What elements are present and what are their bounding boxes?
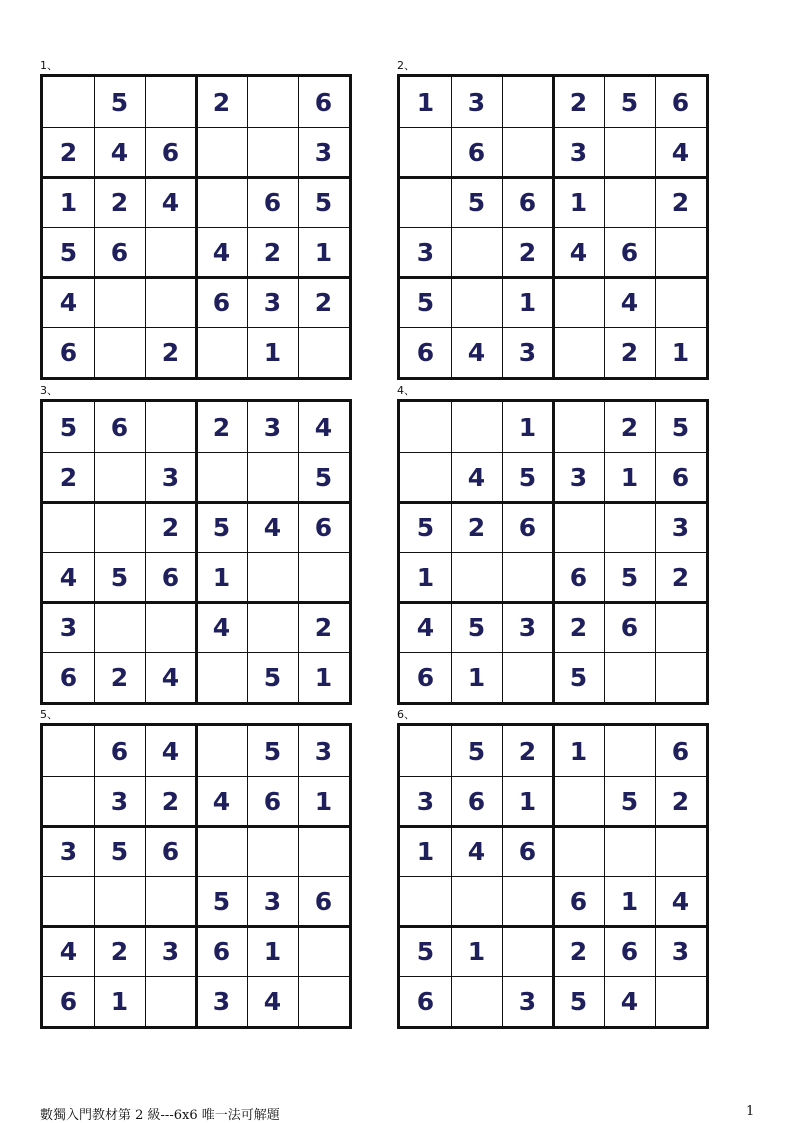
sudoku-cell[interactable]: 6 [110, 237, 129, 267]
sudoku-cell[interactable]: 3 [518, 337, 537, 367]
sudoku-cell[interactable]: 5 [314, 187, 333, 217]
sudoku-cell[interactable]: 6 [416, 337, 435, 367]
sudoku-cell[interactable]: 6 [518, 512, 537, 542]
sudoku-cell[interactable]: 1 [416, 562, 435, 592]
sudoku-cell[interactable] [145, 402, 196, 452]
sudoku-cell[interactable] [655, 227, 706, 277]
puzzle-number-label: 5、 [40, 708, 58, 721]
sudoku-cell[interactable]: 6 [314, 512, 333, 542]
sudoku-cell[interactable]: 5 [569, 662, 588, 692]
sudoku-cell[interactable]: 3 [569, 137, 588, 167]
sudoku-cell[interactable] [502, 77, 553, 127]
sudoku-cell[interactable]: 5 [314, 462, 333, 492]
sudoku-cell[interactable]: 3 [518, 986, 537, 1016]
sudoku-cell[interactable]: 5 [467, 612, 486, 642]
sudoku-cell[interactable]: 2 [110, 187, 129, 217]
sudoku-cell[interactable] [247, 127, 298, 177]
sudoku-cell[interactable]: 4 [263, 986, 282, 1016]
sudoku-cell[interactable] [145, 876, 196, 926]
sudoku-cell[interactable]: 5 [620, 786, 639, 816]
sudoku-cell[interactable]: 6 [416, 662, 435, 692]
sudoku-cell[interactable]: 6 [59, 337, 78, 367]
sudoku-cell[interactable]: 2 [59, 462, 78, 492]
sudoku-cell[interactable]: 4 [212, 237, 231, 267]
sudoku-cell[interactable]: 2 [263, 237, 282, 267]
sudoku-cell[interactable]: 4 [212, 612, 231, 642]
sudoku-cell[interactable] [400, 876, 451, 926]
sudoku-cell[interactable] [43, 726, 94, 776]
sudoku-cell[interactable] [502, 652, 553, 702]
sudoku-cell[interactable] [196, 452, 247, 502]
sudoku-cell[interactable] [94, 277, 145, 327]
sudoku-cell[interactable] [196, 652, 247, 702]
sudoku-cell[interactable]: 6 [416, 986, 435, 1016]
sudoku-cell[interactable] [298, 976, 349, 1026]
sudoku-cell[interactable] [145, 77, 196, 127]
sudoku-cell[interactable]: 6 [161, 137, 180, 167]
sudoku-cell[interactable]: 2 [569, 87, 588, 117]
sudoku-cell[interactable]: 4 [212, 786, 231, 816]
sudoku-cell[interactable]: 6 [161, 562, 180, 592]
sudoku-cell[interactable]: 1 [518, 786, 537, 816]
sudoku-cell[interactable]: 4 [467, 337, 486, 367]
sudoku-cell[interactable] [604, 127, 655, 177]
sudoku-cell[interactable]: 4 [110, 137, 129, 167]
sudoku-cell[interactable]: 6 [620, 237, 639, 267]
sudoku-cell[interactable] [400, 127, 451, 177]
sudoku-cell[interactable]: 1 [416, 87, 435, 117]
sudoku-cell[interactable] [553, 502, 604, 552]
sudoku-cell[interactable]: 6 [569, 886, 588, 916]
sudoku-cell[interactable] [553, 327, 604, 377]
sudoku-cell[interactable]: 2 [212, 412, 231, 442]
sudoku-cell[interactable] [400, 177, 451, 227]
sudoku-cell[interactable] [196, 177, 247, 227]
sudoku-cell[interactable] [400, 452, 451, 502]
sudoku-cell[interactable] [247, 602, 298, 652]
sudoku-cell[interactable]: 5 [212, 886, 231, 916]
sudoku-cell[interactable]: 1 [314, 662, 333, 692]
sudoku-cell[interactable]: 2 [518, 736, 537, 766]
sudoku-cell[interactable]: 6 [314, 886, 333, 916]
sudoku-cell[interactable]: 2 [671, 562, 690, 592]
sudoku-cell[interactable]: 5 [263, 736, 282, 766]
sudoku-cell[interactable]: 3 [263, 287, 282, 317]
sudoku-cell[interactable]: 5 [110, 87, 129, 117]
sudoku-cell[interactable] [145, 976, 196, 1026]
sudoku-cell[interactable]: 3 [314, 137, 333, 167]
sudoku-cell[interactable] [94, 452, 145, 502]
sudoku-cell[interactable] [94, 602, 145, 652]
sudoku-cell[interactable] [298, 926, 349, 976]
sudoku-cell[interactable] [247, 452, 298, 502]
sudoku-cell[interactable]: 2 [110, 936, 129, 966]
sudoku-cell[interactable] [604, 177, 655, 227]
sudoku-cell[interactable]: 6 [263, 786, 282, 816]
sudoku-cell[interactable] [43, 77, 94, 127]
sudoku-cell[interactable] [502, 876, 553, 926]
sudoku-cell[interactable]: 2 [569, 936, 588, 966]
sudoku-cell[interactable]: 5 [569, 986, 588, 1016]
sudoku-cell[interactable] [43, 776, 94, 826]
sudoku-cell[interactable]: 2 [518, 237, 537, 267]
sudoku-cell[interactable]: 4 [620, 287, 639, 317]
sudoku-cell[interactable]: 1 [416, 836, 435, 866]
sudoku-grid [397, 723, 709, 1029]
sudoku-cell[interactable]: 4 [161, 187, 180, 217]
sudoku-cell[interactable]: 4 [671, 137, 690, 167]
sudoku-cell[interactable] [502, 552, 553, 602]
puzzle-number-label: 6、 [397, 708, 415, 721]
sudoku-cell[interactable]: 3 [59, 612, 78, 642]
sudoku-cell[interactable]: 6 [212, 936, 231, 966]
sudoku-cell[interactable]: 4 [620, 986, 639, 1016]
sudoku-cell[interactable]: 4 [467, 836, 486, 866]
sudoku-cell[interactable]: 6 [314, 87, 333, 117]
sudoku-cell[interactable]: 4 [569, 237, 588, 267]
sudoku-cell[interactable]: 5 [212, 512, 231, 542]
sudoku-cell[interactable]: 1 [518, 412, 537, 442]
sudoku-cell[interactable]: 1 [467, 936, 486, 966]
sudoku-cell[interactable]: 5 [263, 662, 282, 692]
sudoku-grid [397, 399, 709, 705]
sudoku-cell[interactable]: 6 [59, 662, 78, 692]
sudoku-cell[interactable]: 5 [620, 87, 639, 117]
sudoku-cell[interactable]: 3 [161, 936, 180, 966]
sudoku-cell[interactable] [655, 652, 706, 702]
sudoku-cell[interactable]: 3 [518, 612, 537, 642]
sudoku-cell[interactable]: 6 [569, 562, 588, 592]
sudoku-cell[interactable]: 1 [110, 986, 129, 1016]
sudoku-cell[interactable] [553, 826, 604, 876]
sudoku-cell[interactable]: 3 [416, 786, 435, 816]
sudoku-cell[interactable]: 1 [671, 337, 690, 367]
sudoku-cell[interactable] [298, 552, 349, 602]
sudoku-cell[interactable]: 5 [467, 187, 486, 217]
sudoku-cell[interactable] [43, 502, 94, 552]
sudoku-cell[interactable]: 3 [671, 936, 690, 966]
sudoku-cell[interactable]: 5 [467, 736, 486, 766]
sudoku-cell[interactable]: 2 [671, 187, 690, 217]
sudoku-cell[interactable]: 6 [620, 612, 639, 642]
sudoku-cell[interactable]: 2 [314, 287, 333, 317]
sudoku-cell[interactable] [400, 726, 451, 776]
sudoku-cell[interactable]: 2 [110, 662, 129, 692]
sudoku-cell[interactable] [247, 552, 298, 602]
sudoku-cell[interactable] [553, 402, 604, 452]
sudoku-cell[interactable]: 2 [161, 512, 180, 542]
sudoku-cell[interactable]: 6 [59, 986, 78, 1016]
sudoku-cell[interactable] [604, 826, 655, 876]
sudoku-cell[interactable] [451, 227, 502, 277]
sudoku-cell[interactable]: 4 [314, 412, 333, 442]
sudoku-cell[interactable] [43, 876, 94, 926]
sudoku-cell[interactable] [247, 826, 298, 876]
sudoku-cell[interactable]: 5 [416, 287, 435, 317]
sudoku-cell[interactable]: 1 [263, 337, 282, 367]
sudoku-cell[interactable]: 6 [671, 736, 690, 766]
puzzle-number-label: 3、 [40, 384, 58, 397]
sudoku-cell[interactable] [196, 826, 247, 876]
footer-title: 數獨入門教材第 2 級---6x6 唯一法可解題 [40, 1108, 280, 1123]
sudoku-cell[interactable]: 3 [416, 237, 435, 267]
sudoku-cell[interactable] [298, 826, 349, 876]
sudoku-cell[interactable]: 4 [59, 562, 78, 592]
sudoku-cell[interactable]: 5 [110, 562, 129, 592]
sudoku-cell[interactable]: 2 [569, 612, 588, 642]
sudoku-cell[interactable]: 1 [59, 187, 78, 217]
sudoku-cell[interactable]: 4 [467, 462, 486, 492]
sudoku-cell[interactable]: 3 [263, 412, 282, 442]
sudoku-cell[interactable]: 2 [314, 612, 333, 642]
sudoku-cell[interactable] [247, 77, 298, 127]
puzzle-number-label: 2、 [397, 59, 415, 72]
sudoku-cell[interactable]: 5 [416, 512, 435, 542]
sudoku-cell[interactable]: 4 [671, 886, 690, 916]
sudoku-cell[interactable]: 2 [620, 337, 639, 367]
sudoku-cell[interactable]: 3 [569, 462, 588, 492]
sudoku-cell[interactable]: 4 [263, 512, 282, 542]
sudoku-grid [40, 723, 352, 1029]
sudoku-cell[interactable]: 5 [671, 412, 690, 442]
sudoku-cell[interactable] [502, 926, 553, 976]
sudoku-cell[interactable] [655, 277, 706, 327]
puzzle-number-label: 1、 [40, 59, 58, 72]
sudoku-cell[interactable]: 3 [212, 986, 231, 1016]
sudoku-cell[interactable]: 1 [314, 786, 333, 816]
sudoku-cell[interactable]: 1 [620, 462, 639, 492]
sudoku-cell[interactable]: 1 [620, 886, 639, 916]
sudoku-cell[interactable] [94, 502, 145, 552]
sudoku-cell[interactable]: 6 [110, 736, 129, 766]
sudoku-grid [40, 399, 352, 705]
sudoku-cell[interactable]: 3 [314, 736, 333, 766]
sudoku-cell[interactable] [196, 726, 247, 776]
sudoku-cell[interactable]: 4 [161, 736, 180, 766]
sudoku-cell[interactable]: 6 [620, 936, 639, 966]
sudoku-cell[interactable] [298, 327, 349, 377]
sudoku-cell[interactable] [553, 776, 604, 826]
sudoku-cell[interactable]: 5 [416, 936, 435, 966]
sudoku-cell[interactable]: 4 [59, 287, 78, 317]
sudoku-cell[interactable]: 2 [161, 786, 180, 816]
sudoku-cell[interactable]: 3 [59, 836, 78, 866]
sudoku-cell[interactable]: 2 [212, 87, 231, 117]
sudoku-cell[interactable]: 1 [467, 662, 486, 692]
sudoku-cell[interactable]: 6 [671, 462, 690, 492]
sudoku-cell[interactable] [451, 976, 502, 1026]
sudoku-cell[interactable]: 1 [263, 936, 282, 966]
sudoku-cell[interactable] [196, 327, 247, 377]
sudoku-cell[interactable]: 1 [569, 187, 588, 217]
footer-page-number: 1 [746, 1104, 755, 1119]
sudoku-cell[interactable]: 6 [467, 137, 486, 167]
sudoku-cell[interactable] [604, 726, 655, 776]
sudoku-cell[interactable]: 6 [467, 786, 486, 816]
sudoku-cell[interactable]: 5 [518, 462, 537, 492]
sudoku-cell[interactable] [400, 402, 451, 452]
sudoku-cell[interactable] [655, 976, 706, 1026]
sudoku-cell[interactable]: 1 [314, 237, 333, 267]
sudoku-cell[interactable]: 6 [518, 187, 537, 217]
puzzle-number-label: 4、 [397, 384, 415, 397]
sudoku-cell[interactable] [604, 502, 655, 552]
sudoku-cell[interactable]: 1 [518, 287, 537, 317]
sudoku-cell[interactable] [553, 277, 604, 327]
sudoku-cell[interactable]: 6 [671, 87, 690, 117]
sudoku-cell[interactable]: 6 [212, 287, 231, 317]
sudoku-grid [397, 74, 709, 380]
sudoku-cell[interactable]: 2 [59, 137, 78, 167]
sudoku-cell[interactable]: 5 [59, 237, 78, 267]
sudoku-cell[interactable]: 5 [620, 562, 639, 592]
sudoku-cell[interactable]: 4 [59, 936, 78, 966]
sudoku-cell[interactable] [451, 402, 502, 452]
sudoku-cell[interactable]: 1 [569, 736, 588, 766]
sudoku-cell[interactable]: 3 [263, 886, 282, 916]
sudoku-cell[interactable] [655, 826, 706, 876]
sudoku-cell[interactable] [451, 277, 502, 327]
sudoku-cell[interactable]: 4 [416, 612, 435, 642]
sudoku-cell[interactable]: 2 [620, 412, 639, 442]
sudoku-cell[interactable]: 6 [161, 836, 180, 866]
sudoku-cell[interactable] [196, 127, 247, 177]
sudoku-cell[interactable] [451, 552, 502, 602]
sudoku-cell[interactable]: 3 [467, 87, 486, 117]
sudoku-cell[interactable] [502, 127, 553, 177]
sudoku-cell[interactable]: 2 [467, 512, 486, 542]
sudoku-cell[interactable] [604, 652, 655, 702]
sudoku-cell[interactable] [145, 277, 196, 327]
sudoku-cell[interactable]: 1 [212, 562, 231, 592]
sudoku-cell[interactable]: 6 [518, 836, 537, 866]
sudoku-cell[interactable]: 2 [161, 337, 180, 367]
sudoku-cell[interactable] [145, 227, 196, 277]
sudoku-cell[interactable]: 2 [671, 786, 690, 816]
sudoku-cell[interactable] [655, 602, 706, 652]
sudoku-cell[interactable]: 4 [161, 662, 180, 692]
sudoku-cell[interactable] [145, 602, 196, 652]
sudoku-cell[interactable]: 6 [110, 412, 129, 442]
sudoku-cell[interactable]: 5 [110, 836, 129, 866]
sudoku-grid [40, 74, 352, 380]
sudoku-cell[interactable] [451, 876, 502, 926]
sudoku-cell[interactable]: 3 [110, 786, 129, 816]
sudoku-cell[interactable]: 3 [161, 462, 180, 492]
sudoku-cell[interactable]: 3 [671, 512, 690, 542]
sudoku-cell[interactable]: 6 [263, 187, 282, 217]
sudoku-cell[interactable]: 5 [59, 412, 78, 442]
sudoku-cell[interactable] [94, 876, 145, 926]
sudoku-cell[interactable] [94, 327, 145, 377]
